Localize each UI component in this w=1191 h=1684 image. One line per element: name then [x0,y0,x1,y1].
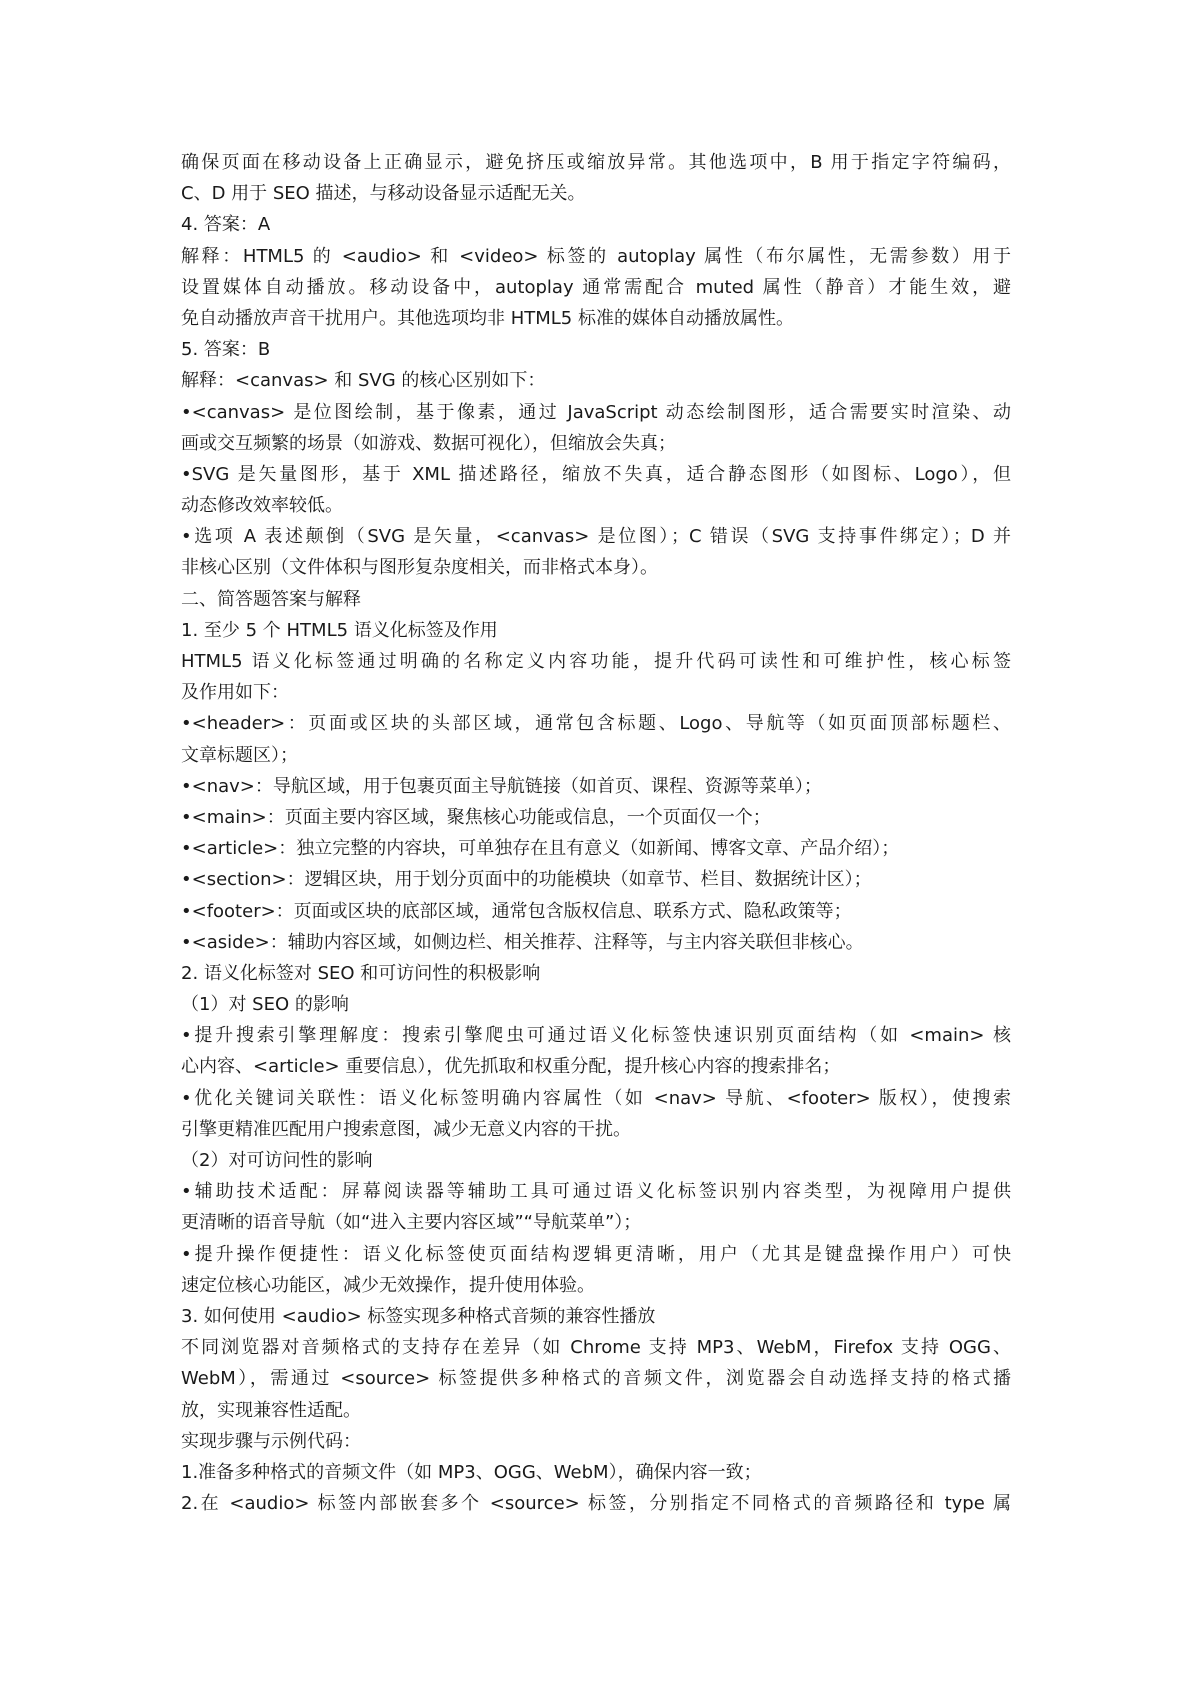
text-line: 二、简答题答案与解释 [181,588,361,610]
text-line: 及作用如下： [181,682,289,704]
text-line: 速定位核心功能区，减少无效操作，提升使用体验。 [181,1274,595,1296]
text-line: 心内容、<article> 重要信息），优先抓取和权重分配，提升核心内容的搜索排名； [181,1056,841,1078]
text-line: 1. 至少 5 个 HTML5 语义化标签及作用 [181,619,498,641]
text-line: •SVG 是矢量图形，基于 XML 描述路径，缩放不失真，适合静态图形（如图标、Logo），但 [181,463,1011,485]
text-line: 放，实现兼容性适配。 [181,1399,361,1421]
text-line: C、D 用于 SEO 描述，与移动设备显示适配无关。 [181,183,586,205]
text-line: WebM），需通过 <source> 标签提供多种格式的音频文件，浏览器会自动选择支持的格式播 [181,1368,1011,1390]
text-line: •优化关键词关联性：语义化标签明确内容属性（如 <nav> 导航、<footer> 版权），使搜索 [181,1087,1011,1109]
text-line: 确保页面在移动设备上正确显示，避免挤压或缩放异常。其他选项中，B 用于指定字符编码， [181,152,1011,173]
document-page [181,147,1011,1519]
text-line: •<canvas> 是位图绘制，基于像素，通过 JavaScript 动态绘制图形，适合需要实时渲染、动 [181,401,1011,423]
text-line: •<footer>：页面或区块的底部区域，通常包含版权信息、联系方式、隐私政策等； [181,900,852,922]
text-line: •<article>：独立完整的内容块，可单独存在且有意义（如新闻、博客文章、产品介绍）； [181,838,900,860]
text-line: 解释：HTML5 的 <audio> 和 <video> 标签的 autoplay 属性（布尔属性，无需参数）用于 [181,245,1011,267]
text-line: 2.在 <audio> 标签内部嵌套多个 <source> 标签，分别指定不同格式的音频路径和 type 属 [181,1493,1011,1515]
text-line: 1.准备多种格式的音频文件（如 MP3、OGG、WebM），确保内容一致； [181,1461,762,1483]
text-line: •<main>：页面主要内容区域，聚焦核心功能或信息，一个页面仅一个； [181,806,771,828]
text-line: 设置媒体自动播放。移动设备中，autoplay 通常需配合 muted 属性（静音）才能生效，避 [181,276,1011,298]
text-line: （2）对可访问性的影响 [181,1150,373,1171]
text-line: •提升搜索引擎理解度：搜索引擎爬虫可通过语义化标签快速识别页面结构（如 <main> 核 [181,1025,1011,1047]
text-line: 5. 答案：B [181,339,271,361]
text-line: 动态修改效率较低。 [181,495,343,517]
text-line: 3. 如何使用 <audio> 标签实现多种格式音频的兼容性播放 [181,1305,656,1327]
text-line: 免自动播放声音干扰用户。其他选项均非 HTML5 标准的媒体自动播放属性。 [181,307,794,329]
text-line: 文章标题区）； [181,744,298,766]
text-line: •<aside>：辅助内容区域，如侧边栏、相关推荐、注释等，与主内容关联但非核心。 [181,931,864,953]
text-line: •<header>：页面或区块的头部区域，通常包含标题、Logo、导航等（如页面顶部标题栏、 [181,713,1011,735]
text-line: 引擎更精准匹配用户搜索意图，减少无意义内容的干扰。 [181,1118,631,1140]
text-line: •选项 A 表述颠倒（SVG 是矢量，<canvas> 是位图）；C 错误（SVG 支持事件绑定）；D 并 [181,526,1011,548]
text-line: •<section>：逻辑区块，用于划分页面中的功能模块（如章节、栏目、数据统计区）； [181,869,872,891]
text-line: 画或交互频繁的场景（如游戏、数据可视化），但缩放会失真； [181,432,676,454]
text-line: HTML5 语义化标签通过明确的名称定义内容功能，提升代码可读性和可维护性，核心标签 [181,651,1011,672]
text-line: （1）对 SEO 的影响 [181,994,349,1016]
text-line: 2. 语义化标签对 SEO 和可访问性的积极影响 [181,962,541,984]
text-line: 更清晰的语音导航（如“进入主要内容区域”“导航菜单”）； [181,1212,642,1234]
text-line: 4. 答案：A [181,214,271,236]
text-line: 实现步骤与示例代码： [181,1430,361,1452]
text-line: 非核心区别（文件体积与图形复杂度相关，而非格式本身）。 [181,557,658,579]
text-line: 不同浏览器对音频格式的支持存在差异（如 Chrome 支持 MP3、WebM，Firefox 支持 OGG、 [181,1337,1011,1359]
text-line: •提升操作便捷性：语义化标签使页面结构逻辑更清晰，用户（尤其是键盘操作用户）可快 [181,1243,1011,1265]
text-line: •辅助技术适配：屏幕阅读器等辅助工具可通过语义化标签识别内容类型，为视障用户提供 [181,1181,1011,1203]
text-line: •<nav>：导航区域，用于包裹页面主导航链接（如首页、课程、资源等菜单）； [181,775,822,797]
text-line: 解释：<canvas> 和 SVG 的核心区别如下： [181,370,546,392]
